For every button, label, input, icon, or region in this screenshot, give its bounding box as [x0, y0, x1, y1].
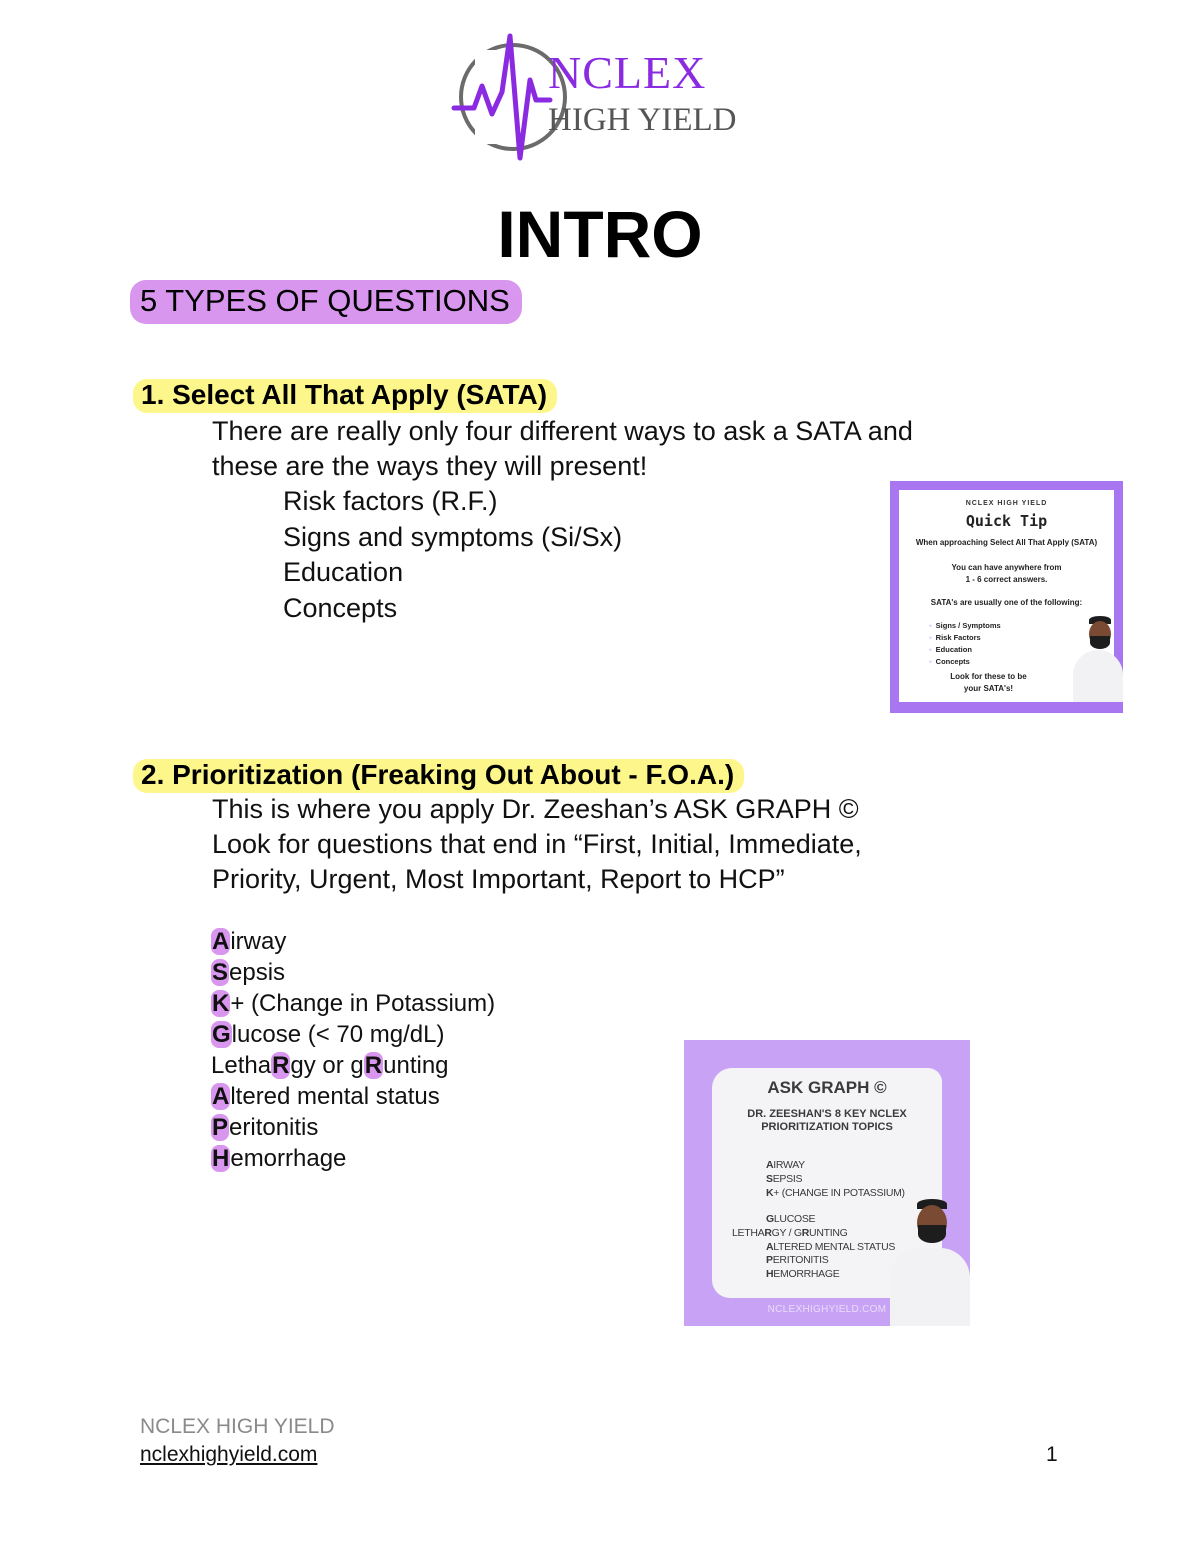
quick-tip-list [929, 620, 1001, 668]
section-heading [130, 280, 522, 324]
sata-types-list [283, 484, 622, 626]
ask-graph-card-item: ALTERED MENTAL STATUS [766, 1241, 896, 1253]
mnemonic-letter: A [212, 928, 230, 955]
list-item: Education [283, 557, 404, 587]
question1-heading [133, 379, 557, 413]
mnemonic-text: epsis [229, 959, 286, 986]
ask-graph-card-title: ASK GRAPH © [767, 1078, 887, 1097]
ask-graph-card-item: PERITONITIS [766, 1254, 829, 1266]
question2-heading-text: 2. Prioritization (Freaking Out About - F.O.A.) [133, 759, 744, 793]
question2-desc-line: Look for questions that end in “First, Initial, Immediate, [212, 829, 862, 859]
footer-website-link[interactable]: nclexhighyield.com [140, 1443, 318, 1466]
list-item [211, 926, 495, 957]
mnemonic-letter: S [212, 959, 229, 986]
page-title: INTRO [497, 197, 703, 271]
ask-graph-card-subtitle: DR. ZEESHAN'S 8 KEY NCLEX [747, 1108, 907, 1120]
list-item [211, 988, 495, 1019]
mnemonic-text: ltered mental status [230, 1083, 440, 1110]
section-heading-text: 5 TYPES OF QUESTIONS [130, 280, 522, 324]
question2-description [212, 792, 862, 897]
mnemonic-text: + (Change in Potassium) [230, 990, 496, 1017]
quick-tip-card-body [899, 490, 1114, 702]
logo-wordmark-high-yield: HIGH YIELD [548, 102, 737, 138]
quick-tip-card [890, 481, 1123, 713]
list-item: Signs and symptoms (Si/Sx) [283, 521, 623, 552]
list-item: Concepts [283, 592, 398, 623]
question2-desc-line: Priority, Urgent, Most Important, Report to HCP” [212, 864, 785, 894]
quick-tip-line: your SATA's! [963, 684, 1014, 693]
list-item [211, 957, 495, 988]
list-item: Risk factors (R.F.) [283, 486, 498, 516]
ask-graph-card-item: LETHARGY / GRUNTING [732, 1227, 848, 1239]
list-item: ◦ Education [929, 644, 1001, 656]
question2-desc-line: This is where you apply Dr. Zeeshan’s ASK GRAPH © [212, 794, 859, 824]
ask-graph-card-body [712, 1068, 942, 1298]
quick-tip-line: You can have anywhere from [951, 563, 1062, 572]
list-item [211, 1081, 495, 1112]
page-number: 1 [1046, 1443, 1058, 1466]
mnemonic-letter: R [364, 1052, 383, 1079]
mnemonic-letter: P [212, 1114, 229, 1141]
quick-tip-line: Look for these to be [950, 672, 1027, 681]
ask-graph-card-footer: NCLEXHIGHYIELD.COM [767, 1304, 887, 1315]
list-item [211, 1143, 495, 1174]
quick-tip-line: SATA's are usually one of the following: [930, 598, 1083, 607]
ask-graph-card [684, 1040, 970, 1326]
mnemonic-letter: G [212, 1021, 231, 1048]
ask-graph-card-item: SEPSIS [766, 1173, 803, 1185]
mnemonic-text: emorrhage [230, 1145, 347, 1172]
mnemonic-letter: A [212, 1083, 230, 1110]
list-item: ◦ Concepts [929, 656, 1001, 668]
ask-graph-card-item: K+ (CHANGE IN POTASSIUM) [766, 1187, 905, 1199]
quick-tip-subtitle: When approaching Select All That Apply (SATA) [915, 538, 1098, 547]
question2-heading [133, 759, 744, 793]
mnemonic-letter: H [212, 1145, 230, 1172]
mnemonic-text: Letha [211, 1052, 272, 1079]
mnemonic-text: eritonitis [229, 1114, 319, 1141]
mnemonic-text: irway [230, 928, 287, 955]
question1-heading-text: 1. Select All That Apply (SATA) [133, 379, 557, 413]
question1-description [212, 414, 913, 484]
list-item: ◦ Signs / Symptoms [929, 620, 1001, 632]
ask-graph-card-item: AIRWAY [766, 1159, 805, 1171]
logo-wordmark-nclex: NCLEX [548, 47, 707, 98]
question1-desc-line: these are the ways they will present! [212, 451, 648, 481]
ask-graph-card-item: HEMORRHAGE [766, 1268, 840, 1280]
question1-desc-line: There are really only four different ways to ask a SATA and [212, 416, 913, 446]
quick-tip-line: 1 - 6 correct answers. [965, 575, 1048, 584]
ask-graph-card-subtitle: PRIORITIZATION TOPICS [761, 1121, 893, 1133]
mnemonic-text: gy or g [290, 1052, 364, 1079]
mnemonic-letter: R [272, 1052, 290, 1079]
quick-tip-title: Quick Tip [965, 512, 1048, 530]
list-item: ◦ Risk Factors [929, 632, 1001, 644]
mnemonic-text: unting [383, 1052, 449, 1079]
list-item [211, 1112, 495, 1143]
heartbeat-icon [454, 36, 550, 158]
ask-graph-list [211, 926, 495, 1174]
mnemonic-letter: K [212, 990, 230, 1017]
list-item [211, 1019, 495, 1050]
footer-brand: NCLEX HIGH YIELD [140, 1415, 335, 1438]
mnemonic-text: lucose (< 70 mg/dL) [231, 1021, 445, 1048]
list-item [211, 1050, 495, 1081]
ask-graph-card-item: GLUCOSE [766, 1213, 816, 1225]
quick-tip-brand: NCLEX HIGH YIELD [965, 500, 1048, 507]
